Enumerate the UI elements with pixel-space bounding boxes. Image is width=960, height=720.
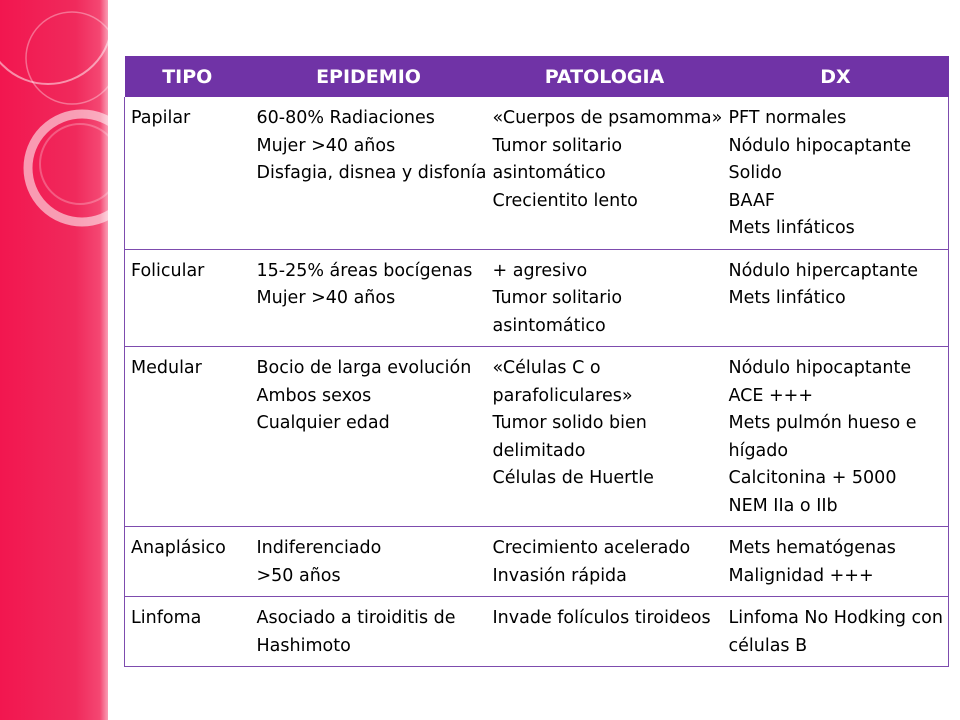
cell-tipo xyxy=(125,597,251,667)
cell-text: Mujer >40 años xyxy=(256,288,396,308)
decorative-side-band xyxy=(0,0,108,720)
decorative-circles xyxy=(0,0,108,720)
cell-text: Tumor solitario asintomático xyxy=(492,288,623,336)
cell-dx xyxy=(723,597,949,667)
cell-text: Solido xyxy=(728,163,782,183)
cell-text: «Cuerpos de psamomma» xyxy=(492,108,723,128)
cell-text: Asociado a tiroiditis de Hashimoto xyxy=(256,608,456,656)
cell-patologia xyxy=(487,249,723,347)
cell-dx xyxy=(723,527,949,597)
cell-text: Bocio de larga evolución xyxy=(256,358,472,378)
cell-text: ACE +++ xyxy=(728,385,813,406)
cell-tipo xyxy=(125,97,251,249)
cell-patologia xyxy=(487,527,723,597)
cell-text: Mets linfáticos xyxy=(728,218,855,238)
thyroid-cancer-table xyxy=(124,56,949,667)
cell-epidemio xyxy=(251,249,487,347)
cell-text: Ambos sexos xyxy=(256,385,372,406)
cell-text: Medular xyxy=(131,358,202,378)
cell-patologia xyxy=(487,597,723,667)
side-band-edge xyxy=(100,0,108,720)
cell-text: Tumor solitario asintomático xyxy=(492,135,623,183)
cell-text: Disfagia, disnea y disfonía xyxy=(256,163,487,183)
cell-text: Nódulo hipocaptante xyxy=(728,358,912,378)
cell-text: Folicular xyxy=(131,260,205,281)
cell-text: PFT normales xyxy=(728,108,847,128)
cell-text: Células de Huertle xyxy=(492,468,654,488)
cell-tipo xyxy=(125,249,251,347)
table-row xyxy=(125,249,949,347)
cell-epidemio xyxy=(251,597,487,667)
table-row xyxy=(125,97,949,249)
cell-tipo xyxy=(125,347,251,527)
header-dx: DX xyxy=(723,56,949,97)
cell-text: Mujer >40 años xyxy=(256,135,396,156)
cell-dx xyxy=(723,249,949,347)
header-tipo: TIPO xyxy=(125,56,251,97)
cell-text: Linfoma xyxy=(131,608,202,628)
cell-text: Papilar xyxy=(131,108,191,128)
cell-text: Calcitonina + 5000 xyxy=(728,468,897,488)
cell-text: Mets linfático xyxy=(728,288,846,308)
cell-text: Crecimiento acelerado xyxy=(492,538,691,558)
header-patologia: PATOLOGIA xyxy=(487,56,723,97)
cell-text: «Células C o parafoliculares» xyxy=(492,358,633,406)
cell-text: Anaplásico xyxy=(131,538,226,558)
table-row xyxy=(125,527,949,597)
cell-text: Mets hematógenas xyxy=(728,538,896,558)
cell-patologia xyxy=(487,97,723,249)
cell-patologia xyxy=(487,347,723,527)
table-row xyxy=(125,597,949,667)
cell-text: Linfoma No Hodking con células B xyxy=(728,608,943,656)
cell-text: Invade folículos tiroideos xyxy=(492,608,711,628)
cell-text: Nódulo hipocaptante xyxy=(728,135,912,156)
table-row xyxy=(125,347,949,527)
cell-text: Tumor solido bien delimitado xyxy=(492,413,647,461)
cell-text: NEM IIa o IIb xyxy=(728,495,838,516)
cell-text: Malignidad +++ xyxy=(728,565,874,586)
cell-epidemio xyxy=(251,527,487,597)
cell-text: Invasión rápida xyxy=(492,565,627,586)
cell-text: BAAF xyxy=(728,190,776,211)
cell-text: Indiferenciado xyxy=(256,538,382,558)
cell-text: Cualquier edad xyxy=(256,413,390,433)
cell-text: >50 años xyxy=(256,565,341,586)
cell-text: 15-25% áreas bocígenas xyxy=(256,260,473,281)
cell-text: Nódulo hipercaptante xyxy=(728,260,919,281)
cell-text: Crecientito lento xyxy=(492,190,638,211)
cell-text: 60-80% Radiaciones xyxy=(256,108,435,128)
cell-dx xyxy=(723,347,949,527)
cell-tipo xyxy=(125,527,251,597)
cell-epidemio xyxy=(251,347,487,527)
table-header-row xyxy=(125,56,949,97)
cell-epidemio xyxy=(251,97,487,249)
cell-text: + agresivo xyxy=(492,260,588,281)
cell-dx xyxy=(723,97,949,249)
header-epidemio: EPIDEMIO xyxy=(251,56,487,97)
cell-text: Mets pulmón hueso e hígado xyxy=(728,413,917,461)
